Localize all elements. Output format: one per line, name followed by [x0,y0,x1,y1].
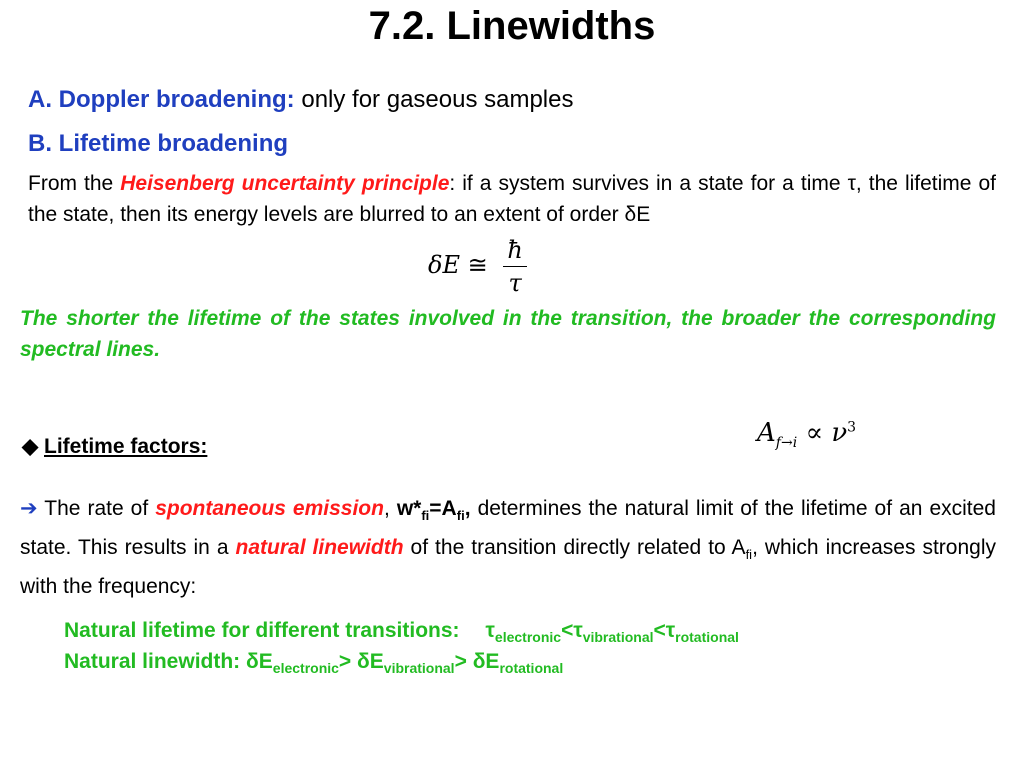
spontaneous-emission-highlight: spontaneous emission [155,497,384,520]
sub-rotational: rotational [675,629,739,646]
natural-lifetime-line [64,619,739,645]
heisenberg-highlight: Heisenberg uncertainty principle [120,172,450,195]
einstein-coefficient-proportionality [757,418,856,451]
natural-linewidth-label: Natural linewidth: [64,650,241,673]
gt-1: > [338,650,352,673]
sub-dE-electronic: electronic [272,660,339,677]
natural-linewidth-line [64,650,563,676]
eq2-exponent: 3 [847,419,857,436]
uncertainty-paragraph [28,168,996,230]
slide-title: 7.2. Linewidths [368,4,656,48]
sub-vibrational: vibrational [582,629,654,646]
lifetime-linewidth-statement: The shorter the lifetime of the states involved in the transition, the broader the corresponding spectral lines. [20,307,996,361]
eq1-numerator: ħ [507,236,523,264]
section-b-label: B. Lifetime broadening [28,130,289,157]
eq1-denominator: τ [508,269,522,297]
tau-rotational: τ [665,619,676,642]
para2-t2: , [383,497,390,520]
lifetime-factors-heading [22,434,207,459]
eq2-nu: ν [831,418,848,448]
gt-2: > [454,650,467,673]
para2-t5: , which increases strongly with the frequency: [20,536,996,599]
tau-symbol: τ [847,172,856,195]
section-a-text: only for gaseous samples [301,86,574,113]
rate-w-subscript: fi [421,508,430,524]
dE-vibrational: δE [357,650,384,673]
sub-electronic: electronic [494,629,562,646]
uncertainty-equation [428,236,527,297]
eq1-lhs: δE [428,251,460,279]
A-fi-subscript: fi [745,547,753,563]
eq1-fraction [503,236,526,297]
dE-electronic: δE [246,650,273,673]
eq1-relation: ≅ [467,251,488,279]
para2-t3: determines the natural limit of the lifetime of an excited state. This results in a [20,497,996,560]
dE-rotational: δE [472,650,500,673]
section-a [28,86,574,114]
para2-comma: , [464,497,471,520]
rate-w: w* [396,497,422,520]
eq2-A: A [757,418,776,448]
para1-pre: From the [28,172,114,195]
para2-t4: of the transition directly related to A [410,536,746,560]
para2-t1: The rate of [44,497,149,520]
section-a-label: A. Doppler broadening: [28,86,295,113]
energy-symbol: E [636,203,651,226]
tau-electronic: τ [485,619,495,642]
diamond-bullet-icon: ◆ [22,435,39,458]
rate-equals-A: =A [429,497,457,520]
para1-post1: : if a system survives in a state for a time [449,172,841,195]
sub-dE-rotational: rotational [499,660,564,677]
lt-2: < [653,619,666,642]
sub-dE-vibrational: vibrational [383,660,455,677]
para1-post2: , the lifetime of the state, then its energy levels are blurred to an extent of order [28,172,996,226]
tau-vibrational: τ [573,619,583,642]
natural-lifetime-label: Natural lifetime for different transitions: [64,619,460,642]
delta-symbol: δ [624,203,637,226]
rate-A-subscript: fi [456,508,465,524]
lifetime-factors-label: Lifetime factors: [44,435,208,458]
lt-1: < [561,619,574,642]
eq2-subscript: f→i [775,435,798,452]
natural-linewidth-highlight: natural linewidth [235,536,404,560]
eq2-proportional: ∝ [805,418,824,448]
spontaneous-emission-paragraph [20,493,996,603]
arrow-icon: ➔ [20,497,38,520]
